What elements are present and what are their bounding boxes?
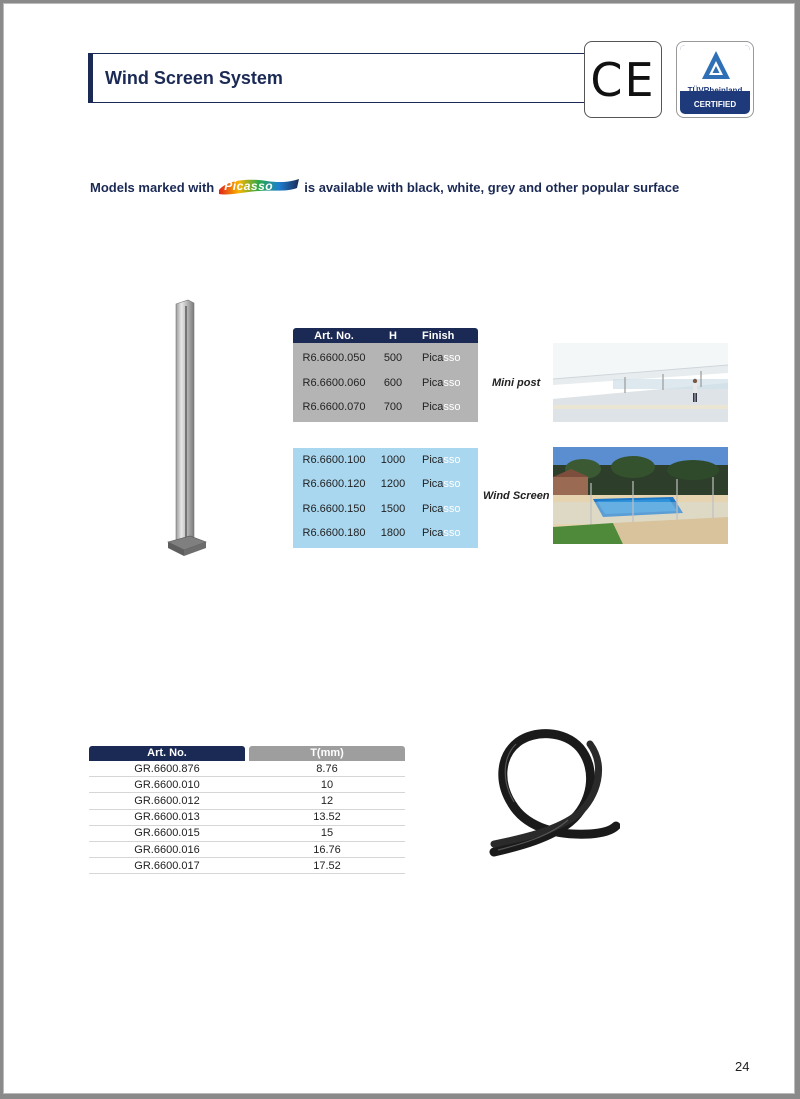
gasket-table [89, 746, 405, 874]
tuv-certified-badge [676, 41, 754, 118]
table-row [89, 826, 405, 842]
tuv-triangle-icon [700, 49, 732, 83]
page-title: Wind Screen System [105, 68, 283, 88]
height: 1200 [380, 478, 406, 491]
thickness: 13.52 [313, 811, 341, 824]
header-art-no: Art. No. [314, 329, 354, 342]
models-note-suffix: is available with black, white, grey and other popular surface [304, 179, 680, 195]
models-note [90, 176, 679, 198]
title-box [88, 53, 588, 103]
art-no: R6.6600.180 [302, 527, 366, 540]
models-note-prefix: Models marked with [90, 179, 215, 195]
table-row [89, 810, 405, 826]
table-row [293, 521, 478, 546]
finish: Picasso [422, 376, 461, 389]
table-row [293, 371, 478, 396]
table-row [293, 448, 478, 473]
post-product-image [164, 298, 208, 562]
art-no: GR.6600.016 [134, 843, 200, 856]
art-no: R6.6600.120 [302, 478, 366, 491]
rubber-gasket-image [480, 726, 620, 864]
art-no: R6.6600.100 [302, 453, 366, 466]
art-no: R6.6600.150 [302, 502, 366, 515]
height: 500 [383, 352, 403, 365]
tuv-certified-label: CERTIFIED [693, 100, 737, 109]
finish: Picasso [422, 478, 461, 491]
thickness: 8.76 [316, 762, 338, 775]
height: 1000 [380, 453, 406, 466]
table-row [89, 842, 405, 858]
table-row [89, 777, 405, 793]
table-row [293, 472, 478, 497]
finish: Picasso [422, 453, 461, 466]
finish: Picasso [422, 502, 461, 515]
art-no: GR.6600.015 [134, 827, 200, 840]
art-no: R6.6600.050 [302, 352, 366, 365]
mini-post-label: Mini post [492, 377, 541, 389]
table-row [89, 858, 405, 874]
thickness: 10 [320, 778, 334, 791]
wind-screen-label: Wind Screen [483, 490, 550, 502]
art-no: R6.6600.070 [302, 401, 366, 414]
header-h: H [389, 329, 397, 342]
art-no: R6.6600.060 [302, 376, 366, 389]
art-no: GR.6600.876 [134, 762, 200, 775]
wind-screen-group [293, 448, 478, 548]
height: 1800 [380, 527, 406, 540]
post-table [293, 328, 478, 548]
table-row [293, 395, 478, 420]
art-no: GR.6600.012 [134, 794, 200, 807]
picasso-logo [217, 176, 301, 198]
gasket-table-header [89, 746, 405, 761]
height: 700 [383, 401, 403, 414]
thickness: 15 [320, 827, 334, 840]
art-no: GR.6600.013 [134, 811, 200, 824]
page-number: 24 [735, 1059, 750, 1074]
tuv-name: TÜVRheinland [687, 86, 743, 95]
finish: Picasso [422, 352, 461, 365]
height: 600 [383, 376, 403, 389]
finish: Picasso [422, 527, 461, 540]
art-no: GR.6600.010 [134, 778, 200, 791]
height: 1500 [380, 502, 406, 515]
mini-post-photo [553, 343, 728, 422]
thickness: 17.52 [313, 859, 341, 872]
picasso-logo-text: Picasso [224, 179, 274, 193]
thickness: 12 [320, 794, 334, 807]
thickness: 16.76 [313, 843, 341, 856]
header-art-no: Art. No. [89, 746, 245, 761]
mini-post-group [293, 343, 478, 422]
table-row [293, 497, 478, 522]
post-table-header [293, 328, 478, 343]
header-finish: Finish [422, 329, 455, 342]
header-thickness: T(mm) [249, 746, 405, 761]
table-row [89, 761, 405, 777]
table-row [89, 793, 405, 809]
art-no: GR.6600.017 [134, 859, 200, 872]
wind-screen-photo [553, 447, 728, 544]
finish: Picasso [422, 401, 461, 414]
ce-mark-badge [584, 41, 662, 118]
catalog-page [3, 3, 795, 1094]
ce-mark-text: CE [590, 52, 656, 107]
table-row [293, 346, 478, 371]
